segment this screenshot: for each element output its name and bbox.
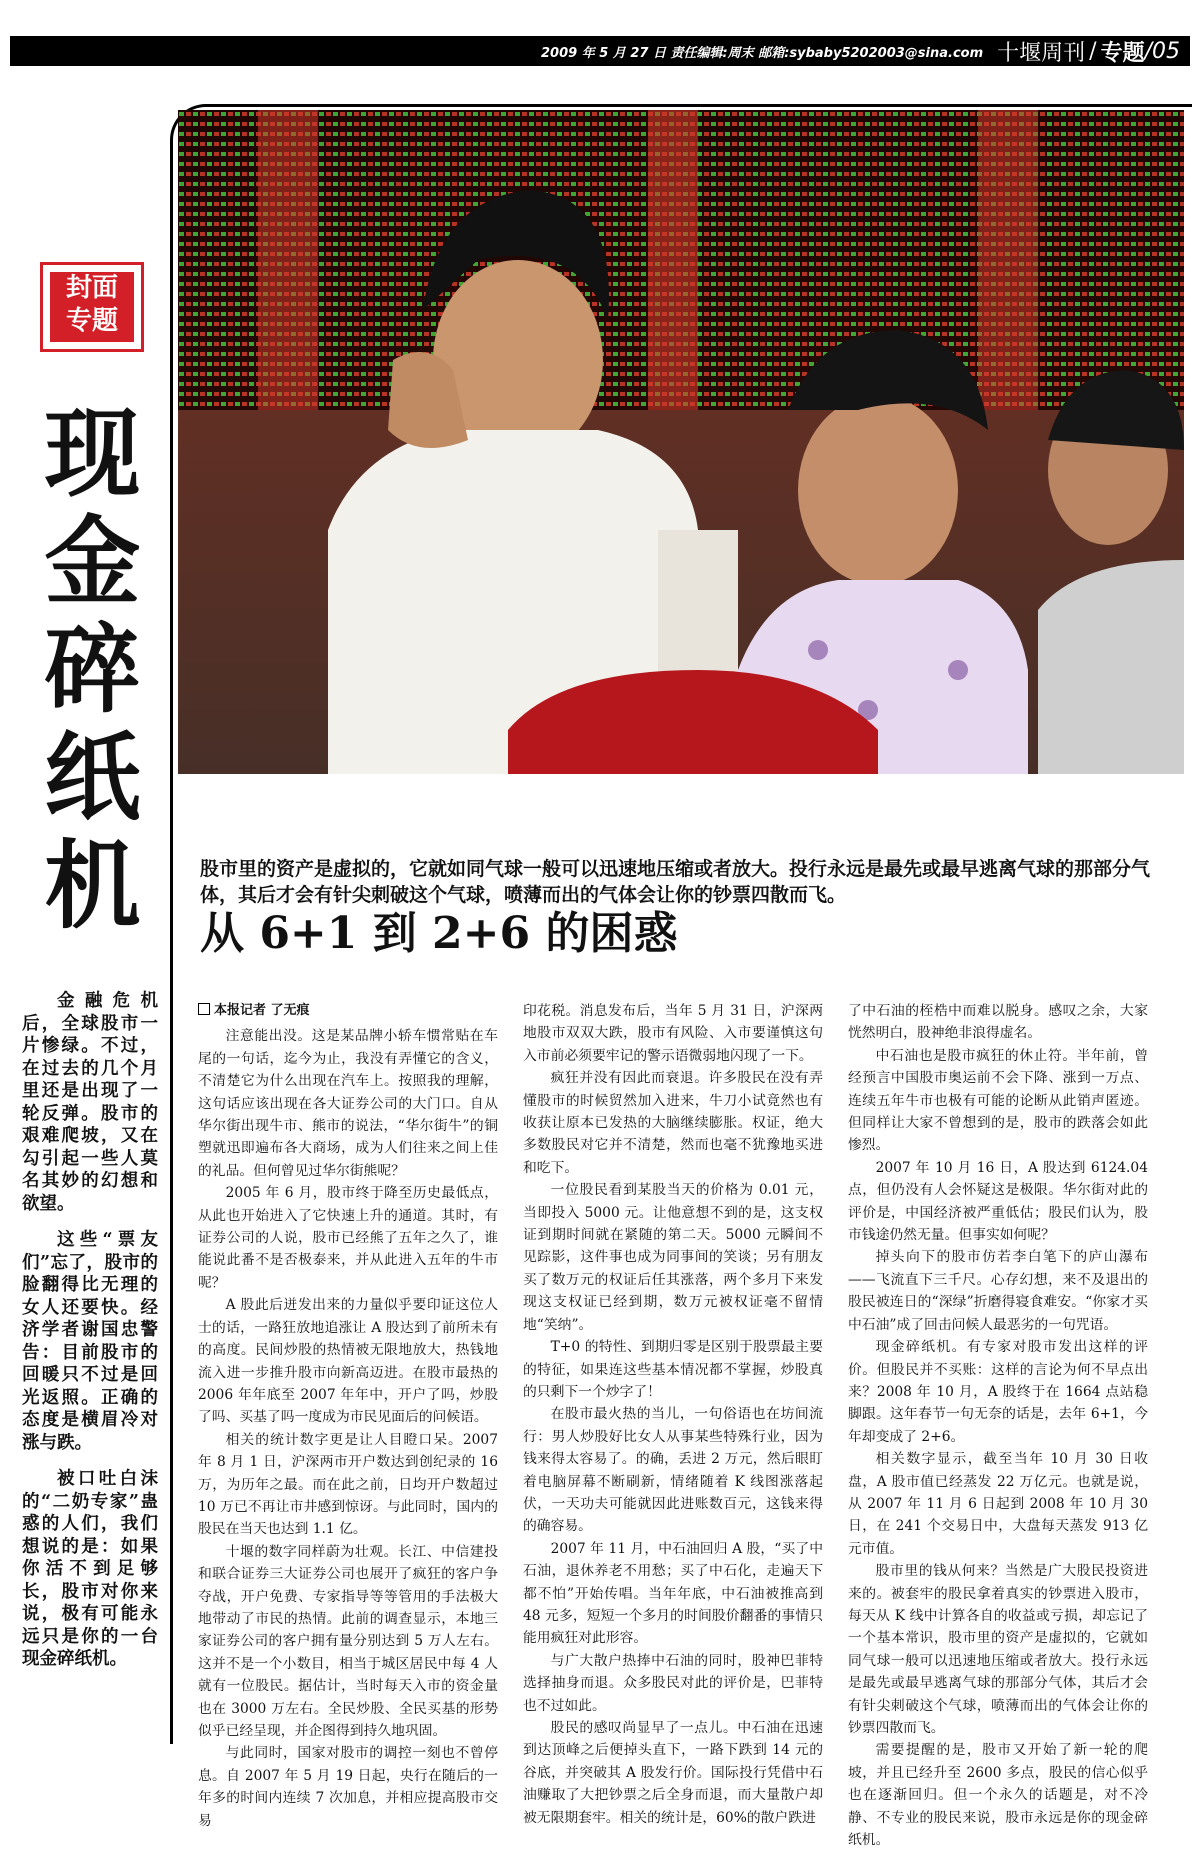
body-paragraph: 了中石油的桎梏中而难以脱身。感叹之余，大家恍然明白，股神绝非浪得虚名。 [848, 1003, 1148, 1042]
title-char: 碎 [44, 613, 141, 726]
photo-illustration [178, 110, 1184, 774]
article-deck: 股市里的资产是虚拟的，它就如同气球一般可以迅速地压缩或者放大。投行永远是最先或最早逃离气球的那部分气体，其后才会有针尖刺破这个气球，喷薄而出的气体会让你的钞票四散而飞。 [200, 858, 1151, 906]
body-paragraph: 一位股民看到某股当天的价格为 0.01 元，当即投入 5000 元。让他意想不到的是，这支权证到期时间就在紧随的第二天。5000 元瞬间不见踪影，这件事也成为同事间的笑谈；另有朋友买了数万元的权证后任其涨落，两个多月下来发现这支权证已经到期，数万元被权证毫不留情地“笑纳”。 [523, 1182, 823, 1333]
badge-line-2: 专题 [65, 306, 118, 336]
body-paragraph: A 股此后迸发出来的力量似乎要印证这位人士的话，一路狂放地追涨让 A 股达到了前所未有的高度。民间炒股的热情被无限地放大，热钱地流入进一步推升股市向新高迈进。在股市最热的 2006 年年底至 2007 年年中，开户了吗，炒股了吗、买基了吗一度成为市民见面后的问候语。 [198, 1297, 498, 1426]
body-paragraph: 股市里的钱从何来？当然是广大股民投资进来的。被套牢的股民拿着真实的钞票进入股市，每天从 K 线中计算各自的收益或亏损，却忘记了一个基本常识，股市里的资产是虚拟的，它就如同气球一般可以迅速地压缩或者放大。投行永远是最先或最早逃离气球的那部分气体，其后才会有针尖刺破这个气球，喷薄而出的气体会让你的钞票四散而飞。 [848, 1563, 1148, 1736]
cover-feature-badge [40, 262, 144, 352]
body-paragraph: 疯狂并没有因此而衰退。许多股民在没有弄懂股市的时候贸然加入进来，牛刀小试竟然也有收获让原本已发热的大脑继续膨胀。权证，绝大多数股民对它并不清楚，然而也毫不犹豫地买进和吃下。 [523, 1070, 823, 1176]
intro-paragraph: 金融危机后，全球股市一片惨绿。不过，在过去的几个月里还是出现了一轮反弹。股市的艰难爬坡，又在勾引起一些人莫名其妙的幻想和欲望。 [22, 991, 158, 1214]
body-paragraph: 相关的统计数字更是让人目瞪口呆。2007 年 8 月 1 日，沪深两市开户数达到创纪录的 16 万，为历年之最。而在此之前，日均开户数超过 10 万已不再让市井感到惊讶。与此同时，国内的股民在当天也达到 1.1 亿。 [198, 1431, 498, 1538]
body-paragraph: 需要提醒的是，股市又开始了新一轮的爬坡，并且已经升至 2600 多点，股民的信心似乎也在逐渐回归。但一个永久的话题是，对不冷静、不专业的股民来说，股市永远是你的现金碎纸机。 [848, 1742, 1148, 1849]
page-header [10, 36, 1190, 66]
body-paragraph: 在股市最火热的当儿，一句俗语也在坊间流行：男人炒股好比女人从事某些特殊行业，因为钱来得太容易了。的确，丢进 2 万元，然后眼盯着电脑屏幕不断刷新，情绪随着 K 线图涨落起伏，一天功夫可能就因此进账数百元，这钱来得的确容易。 [523, 1406, 823, 1535]
badge-line-1: 封面 [65, 273, 118, 303]
byline-text: 本报记者 了无痕 [214, 1003, 310, 1018]
issue-date-editor: 2009 年 5 月 27 日 责任编辑:周末 邮箱:sybaby5202003@sina.com [541, 45, 984, 61]
body-paragraph: 中石油也是股市疯狂的休止符。半年前，曾经预言中国股市奥运前不会下降、涨到一万点、连续五年牛市也极有可能的论断从此销声匿迹。但同样让大家不曾想到的是，股市的跌落会如此惨烈。 [848, 1047, 1148, 1154]
intro-paragraph: 这些“票友们”忘了，股市的脸翻得比无理的女人还要快。经济学者谢国忠警告：目前股市的回暖只不过是回光返照。正确的态度是横眉冷对涨与跌。 [22, 1230, 158, 1453]
body-paragraph: 现金碎纸机。有专家对股市发出这样的评价。但股民并不买账：这样的言论为何不早点出来？2008 年 10 月，A 股终于在 1664 点站稳脚跟。这年春节一句无奈的话是，去年 6+1，今年却变成了 2+6。 [848, 1339, 1148, 1445]
title-char: 纸 [44, 721, 141, 834]
body-paragraph: T+0 的特性、到期归零是区别于股票最主要的特征，如果连这些基本情况都不掌握，炒股真的只剩下一个炒字了！ [523, 1339, 823, 1400]
title-char: 金 [44, 505, 141, 618]
intro-paragraph: 被口吐白沫的“二奶专家”蛊惑的人们，我们想说的是：如果你活不到足够长，股市对你来说，极有可能永远只是你的一台现金碎纸机。 [22, 1469, 158, 1669]
body-paragraph: 注意能出没。这是某品牌小轿车惯常贴在车尾的一句话，迄今为止，我没有弄懂它的含义，不清楚它为什么出现在汽车上。按照我的理解，这句话应该出现在各大证券公司的大门口。自从华尔街出现牛市、熊市的说法，“华尔街牛”的铜塑就迅即遍布各大商场，成为人们往来之间上佳的礼品。但何曾见过华尔街熊呢？ [198, 1028, 498, 1179]
publication-name: 十堰周刊 [997, 40, 1086, 66]
stock-market-photo [178, 110, 1184, 774]
title-char: 机 [44, 829, 141, 942]
body-paragraph: 掉头向下的股市仿若李白笔下的庐山瀑布——飞流直下三千尺。心存幻想，来不及退出的股民被连日的“深绿”折磨得寝食难安。“你家才买中石油”成了回击问候人最恶劣的一句咒语。 [848, 1249, 1148, 1333]
article-column-3 [848, 1000, 1148, 1849]
body-paragraph: 与广大散户热捧中石油的同时，股神巴菲特选择抽身而退。众多股民对此的评价是，巴菲特也不过如此。 [523, 1652, 823, 1714]
body-paragraph: 印花税。消息发布后，当年 5 月 31 日，沪深两地股市双双大跌，股市有风险、入市要谨慎这句入市前必须要牢记的警示语微弱地闪现了一下。 [523, 1003, 823, 1064]
body-paragraph: 2007 年 10 月 16 日，A 股达到 6124.04 点，但仍没有人会怀疑这是极限。华尔街对此的评价是，中国经济被严重低估；股民们认为，股市钱途仍然无量。但事实如何呢？ [848, 1159, 1148, 1244]
article-headline: 从 6+1 到 2+6 的困惑 [200, 908, 678, 959]
body-paragraph: 2007 年 11 月，中石油回归 A 股，“买了中石油，退休养老不用愁；买了中石化，走遍天下都不怕”开始传唱。当年年底，中石油被推高到 48 元多，短短一个多月的时间股价翻番的事情只能用疯狂对此形容。 [523, 1540, 823, 1647]
section-name: 专题 [1100, 40, 1145, 66]
page-number: /05 [1144, 38, 1180, 64]
title-char: 现 [44, 397, 141, 510]
body-paragraph: 2005 年 6 月，股市终于降至历史最低点，从此也开始进入了它快速上升的通道。其时，有证券公司的人说，股市已经熊了五年之久了，谁能说此番不是否极泰来，并从此进入五年的牛市呢？ [198, 1185, 498, 1291]
body-paragraph: 股民的感叹尚显早了一点儿。中石油在迅速到达顶峰之后便掉头直下，一路下跌到 14 元的谷底，并突破其 A 股发行价。国际投行凭借中石油赚取了大把钞票之后全身而退，而大量散户却被无限期套牢。相关的统计是，60%的散户跌进 [523, 1720, 823, 1826]
vertical-title [30, 397, 155, 942]
article-column-2 [523, 1000, 823, 1826]
body-paragraph: 与此同时，国家对股市的调控一刻也不曾停息。自 2007 年 5 月 19 日起，央行在随后的一年多的时间内连续 7 次加息，并相应提高股市交易 [198, 1745, 498, 1829]
body-paragraph: 十堰的数字同样蔚为壮观。长江、中信建投和联合证券三大证券公司也展开了疯狂的客户争夺战，开户免费、专家指导等等管用的手法极大地带动了市民的热情。此前的调查显示，本地三家证券公司的客户拥有量分别达到 5 万人左右。这并不是一个小数目，相当于城区居民中每 4 人就有一位股民。据估计，当时每天入市的资金量也在 3000 万左右。全民炒股、全民买基的形势似乎已经呈现，并企图得到持久地巩固。 [198, 1543, 498, 1739]
header-separator: / [1089, 38, 1097, 64]
article-column-1 [198, 1000, 498, 1829]
body-paragraph: 相关数字显示，截至当年 10 月 30 日收盘，A 股市值已经蒸发 22 万亿元。也就是说，从 2007 年 11 月 6 日起到 2008 年 10 月 30 日，在 241 个交易日中，大盘每天蒸发 913 亿元市值。 [848, 1451, 1148, 1557]
intro-text [22, 990, 158, 1685]
byline [198, 1000, 498, 1022]
byline-box-icon [198, 1003, 210, 1015]
